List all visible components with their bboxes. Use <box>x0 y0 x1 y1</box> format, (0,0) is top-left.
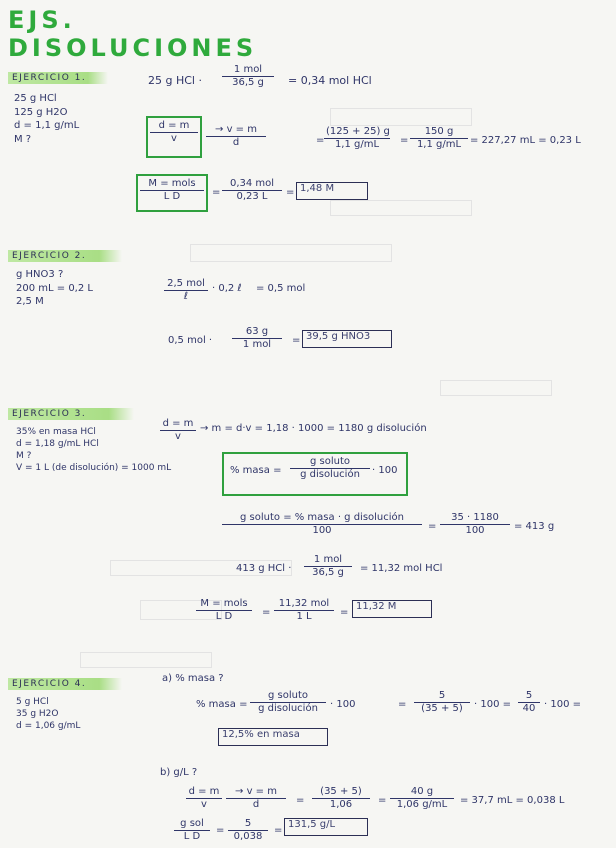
ex3-gsol-num: g soluto = % masa · g disolución <box>222 512 422 525</box>
ex4-b-density-den: v <box>201 799 207 810</box>
ex3-given-1: 35% en masa HCl <box>16 427 96 437</box>
ex4-a-fraction-2 <box>414 690 470 715</box>
ex3-molarity-formula-num: M = mols <box>196 598 252 611</box>
bleed-through-box <box>330 200 472 216</box>
ex4-a-mid2: · 100 = <box>474 699 512 710</box>
ex1-eq-sign-1: = <box>316 135 325 146</box>
ex3-density-formula-num: d = m <box>160 418 196 431</box>
ex1-volume-formula <box>206 124 266 149</box>
ex3-percent-fraction <box>290 456 370 481</box>
ex2-line1-num: 2,5 mol <box>164 278 208 291</box>
ex4-c-num2: 5 <box>228 818 268 831</box>
ex3-mol-fraction <box>304 554 352 579</box>
ex1-molarity-result: 1,48 M <box>296 182 368 200</box>
ex1-volume-fraction-3-den: 1,1 g/mL <box>416 139 462 150</box>
ex4-a-num2: 5 <box>414 690 470 703</box>
ex1-molarity-formula <box>140 178 204 203</box>
ex4-question-b: b) g/L ? <box>160 767 198 778</box>
ex1-density-formula <box>150 120 198 145</box>
ex4-question-a: a) % masa ? <box>162 673 224 684</box>
ex1-molarity-fraction-num: 0,34 mol <box>222 178 282 191</box>
ex1-step1-lhs: 25 g HCl · <box>148 74 202 87</box>
ex1-step1-fraction <box>222 64 274 89</box>
ex4-b-volume-num: → v = m <box>226 786 286 799</box>
ex1-volume-fraction-2 <box>324 126 390 151</box>
ex1-molarity-formula-den: L D <box>163 191 181 202</box>
ex4-c-result: 131,5 g/L <box>284 818 368 836</box>
ex4-b-eq-sign-2: = <box>378 795 387 806</box>
ex4-a-result: 12,5% en masa <box>218 728 328 746</box>
ex3-given-3: M ? <box>16 451 32 462</box>
ex4-a-eq-sign: = <box>398 699 407 710</box>
ex3-percent-num: g soluto <box>290 456 370 469</box>
ex2-line2-num: 63 g <box>232 326 282 339</box>
ex3-molarity-num: 11,32 mol <box>274 598 334 611</box>
ex3-given-4: V = 1 L (de disolución) = 1000 mL <box>16 463 172 474</box>
ex4-a-den3: 40 <box>522 703 536 714</box>
ex4-b-den3: 1,06 g/mL <box>396 799 448 810</box>
ex1-eq-sign-2: = <box>400 135 409 146</box>
ex4-b-den2: 1,06 <box>329 799 353 810</box>
ex3-percent-tail: · 100 <box>372 465 398 476</box>
ex3-given-2: d = 1,18 g/mL HCl <box>16 439 99 450</box>
ex4-b-eq-sign-1: = <box>296 795 305 806</box>
ex3-mass-result: → m = d·v = 1,18 · 1000 = 1180 g disolución <box>200 423 427 434</box>
exercise-2-heading: EJERCICIO 2. <box>8 250 122 262</box>
ex3-molarity-formula-den: L D <box>215 611 233 622</box>
ex3-mol-result: = 11,32 mol HCl <box>360 563 443 574</box>
ex2-line1-fraction <box>164 278 208 303</box>
ex1-molarity-fraction <box>222 178 282 203</box>
ex4-b-density-num: d = m <box>186 786 222 799</box>
bleed-through-box <box>190 244 392 262</box>
ex4-a-tail: · 100 = <box>544 699 582 710</box>
ex1-volume-formula-den: d <box>232 137 240 148</box>
ex1-given-data <box>14 92 79 146</box>
ex4-b-num3: 40 g <box>390 786 454 799</box>
ex4-a-fraction <box>250 690 326 715</box>
ex3-given-data <box>16 426 171 475</box>
ex3-molarity-fraction <box>274 598 334 623</box>
bleed-through-box <box>440 380 552 396</box>
bleed-through-box <box>330 108 472 126</box>
ex3-molarity-formula <box>196 598 252 623</box>
ex4-b-volume-den: d <box>252 799 260 810</box>
ex1-volume-result: = 227,27 mL = 0,23 L <box>470 135 581 146</box>
ex3-eq-sign-3: = <box>340 607 349 618</box>
ex2-result: 39,5 g HNO3 <box>302 330 392 348</box>
ex1-step1-result: = 0,34 mol HCl <box>288 74 372 87</box>
ex4-a-num3: 5 <box>518 690 540 703</box>
ex4-a-den: g disolución <box>258 703 318 714</box>
ex3-gsol-den2: 100 <box>465 525 485 536</box>
ex1-volume-formula-num: → v = m <box>206 124 266 137</box>
ex3-gsol-num2: 35 · 1180 <box>440 512 510 525</box>
ex3-percent-lhs: % masa = <box>230 465 282 476</box>
ex3-gsol-result: = 413 g <box>514 521 555 532</box>
ex4-b-result: = 37,7 mL = 0,038 L <box>460 795 565 806</box>
ex4-c-eq-sign-2: = <box>274 825 283 836</box>
ex3-eq-sign-2: = <box>262 607 271 618</box>
ex1-volume-fraction-3 <box>410 126 468 151</box>
ex2-line1-result: = 0,5 mol <box>256 283 306 294</box>
ex1-molarity-formula-num: M = mols <box>140 178 204 191</box>
ex2-given-1: g HNO3 ? <box>16 269 64 280</box>
ex1-step1-num: 1 mol <box>222 64 274 77</box>
exercise-4-heading: EJERCICIO 4. <box>8 678 122 690</box>
ex1-eq-sign-4: = <box>286 187 295 198</box>
ex4-c-fraction-2 <box>228 818 268 843</box>
ex4-b-num2: (35 + 5) <box>312 786 370 799</box>
ex1-volume-fraction-2-den: 1,1 g/mL <box>334 139 380 150</box>
ex4-a-den2: (35 + 5) <box>421 703 463 714</box>
ex3-mol-den: 36,5 g <box>312 567 344 578</box>
ex3-molarity-result: 11,32 M <box>352 600 432 618</box>
ex4-a-num: g soluto <box>250 690 326 703</box>
ex2-line1-mid: · 0,2 ℓ <box>212 283 242 294</box>
ex4-b-volume-formula <box>226 786 286 811</box>
ex3-eq-sign-1: = <box>428 521 437 532</box>
ex4-given-data <box>16 696 80 732</box>
ex4-c-eq-sign-1: = <box>216 825 225 836</box>
ex1-density-formula-num: d = m <box>150 120 198 133</box>
ex3-density-formula-den: v <box>175 431 181 442</box>
ex4-a-mid: · 100 <box>330 699 356 710</box>
ex1-given-2: 125 g H2O <box>14 106 68 118</box>
ex4-b-fraction-2 <box>312 786 370 811</box>
exercise-1-heading: EJERCICIO 1. <box>8 72 108 84</box>
ex4-given-3: d = 1,06 g/mL <box>16 721 81 732</box>
ex4-c-den: L D <box>183 831 201 842</box>
ex4-c-den2: 0,038 <box>233 831 263 842</box>
ex4-given-1: 5 g HCl <box>16 697 49 707</box>
ex1-given-1: 25 g HCl <box>14 93 57 104</box>
ex3-molarity-den: 1 L <box>296 611 312 622</box>
ex4-c-fraction <box>174 818 210 843</box>
ex2-given-data <box>16 268 93 309</box>
ex1-volume-fraction-2-num: (125 + 25) g <box>326 126 390 137</box>
ex4-a-fraction-3 <box>518 690 540 715</box>
ex1-eq-sign-3: = <box>212 187 221 198</box>
ex1-molarity-fraction-den: 0,23 L <box>236 191 268 202</box>
ex4-b-fraction-3 <box>390 786 454 811</box>
ex1-step1-den: 36,5 g <box>232 77 264 88</box>
ex3-mol-num: 1 mol <box>304 554 352 567</box>
bleed-through-box <box>80 652 212 668</box>
ex3-gsol-fraction <box>222 512 422 537</box>
ex2-line2-den: 1 mol <box>242 339 272 350</box>
ex2-eq-sign: = <box>292 335 301 346</box>
ex2-line1-den: ℓ <box>183 291 189 302</box>
ex1-density-formula-den: v <box>171 133 177 144</box>
ex4-given-2: 35 g H2O <box>16 709 59 720</box>
ex2-given-2: 200 mL = 0,2 L <box>16 282 93 294</box>
ex3-percent-den: g disolución <box>300 469 360 480</box>
exercise-3-heading: EJERCICIO 3. <box>8 408 134 420</box>
ex1-volume-fraction-3-num: 150 g <box>410 126 468 139</box>
ex3-gsol-den: 100 <box>312 525 332 536</box>
ex3-mol-lhs: 413 g HCl · <box>236 563 292 574</box>
ex4-b-density-formula <box>186 786 222 811</box>
ex4-a-lhs: % masa = <box>196 699 248 710</box>
ex2-line2-lhs: 0,5 mol · <box>168 335 213 346</box>
ex4-c-num: g sol <box>174 818 210 831</box>
ex3-density-formula <box>160 418 196 443</box>
page-title: EJS. DISOLUCIONES <box>8 6 258 62</box>
ex2-given-3: 2,5 M <box>16 296 44 307</box>
ex2-line2-fraction <box>232 326 282 351</box>
ex1-given-3: d = 1,1 g/mL <box>14 120 80 131</box>
ex3-gsol-fraction-2 <box>440 512 510 537</box>
ex1-given-4: M ? <box>14 133 32 145</box>
